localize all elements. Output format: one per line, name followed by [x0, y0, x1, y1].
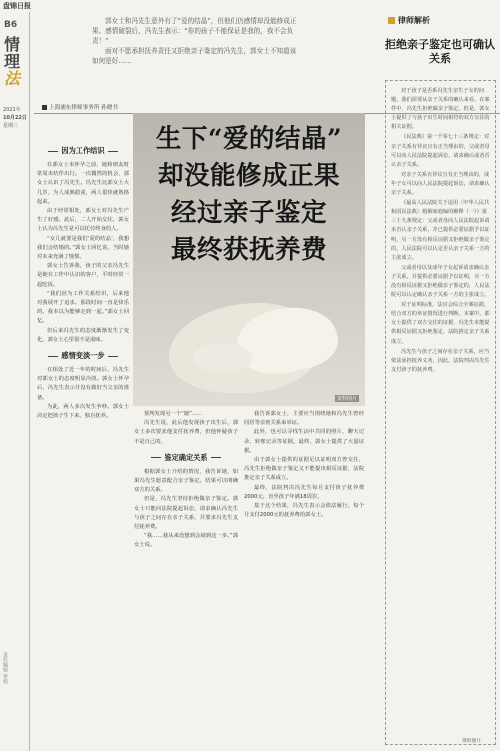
rule-icon	[211, 457, 221, 458]
article-paragraph: 在郭女士未怀孕之前，她和朋友时常周末结伴出行。一次偶然的机会，郭女士认识了冯先生。冯先生比郭女士大几岁，为人成熟稳重，两人很快就熟络起来。	[37, 162, 129, 205]
article-paragraph: 由于经常相处，郭女士对冯先生产生了好感。此后，二人开始交往，郭女士认为冯先生是可以托付终身的人。	[37, 208, 129, 233]
article-paragraph: 基于这个结果，冯先生表示会依法履行，每个月支付2000元的抚养费给郭女士。	[244, 503, 364, 519]
photo-credit: 资料图片	[462, 739, 482, 744]
subheading-text: 因为工作结识	[61, 146, 105, 155]
article-paragraph: “我们因为工作关系结识，后来他对我展开了追求。那段时间一直是快乐的，我本以为能够走到一起。”郭女士回忆。	[37, 290, 129, 325]
masthead	[0, 0, 500, 12]
date-line: 10月22日	[3, 115, 27, 121]
article-paragraph: 预判发现另一个“她”……	[144, 411, 203, 417]
headline	[133, 121, 365, 269]
headline-line: 生下“爱的结晶”	[155, 124, 343, 154]
section-mark-icon	[388, 17, 395, 24]
article-column-3	[244, 410, 364, 520]
article-paragraph: 根据郭女士介绍的情况，我告诉她，如果冯先生愿意配合亲子鉴定，结果可以明确双方的关系。	[134, 468, 238, 494]
intro-paragraph: 郭女士和冯先生意外有了“爱的结晶”，但他们仍感情却没能修成正果。感情破裂后，冯先生表示：“你的孩子不能保证是我的，我不会负责！”	[92, 17, 297, 45]
lawyer-analysis-box	[385, 80, 496, 745]
date-line: 星期三	[3, 123, 19, 129]
analysis-paragraph: 《最高人民法院关于适用〈中华人民共和国民法典〉婚姻家庭编的解释（一）》第三十九条规定：父或者母向人民法院起诉请求否认亲子关系，并已提供必要证据予以证明，另一方没有相反证据又拒绝做亲子鉴定的，人民法院可以认定否认亲子关系一方的主张成立。	[391, 200, 490, 261]
intro	[92, 16, 300, 66]
analysis-paragraph: 父或者母以及成年子女起诉请求确认亲子关系，并提供必要证据予以证明，另一方没有相反证据又拒绝做亲子鉴定的，人民法院可以认定确认亲子关系一方的主张成立。	[391, 264, 490, 299]
subheading	[134, 452, 238, 464]
article-column-1	[37, 140, 129, 421]
newspaper-logo: 盘锦日报	[3, 1, 31, 10]
section-char: 情	[4, 35, 21, 54]
section-title	[4, 36, 26, 87]
article-paragraph: 冯先生说，此后他发现孩子出生后，郭女士多次要求他支付抚养费，但他怀疑孩子不是自己的。	[134, 420, 238, 445]
article-paragraph: 为此，两人多次发生争吵。郭女士决定把孩子生下来，独自抚养。	[37, 403, 129, 420]
left-strip	[0, 12, 30, 751]
reporter-text: 上海浦东律师事务所 孙晓书	[49, 105, 118, 111]
article-paragraph: 郭女士告诉我，孩子的父亲冯先生是她在工作中认识的客户，平时经常一起吃饭。	[37, 263, 129, 288]
analysis-paragraph: 《民法典》第一千零七十三条规定：对亲子关系有异议且有正当理由的，父或者母可以向人民法院提起诉讼，请求确认或者否认亲子关系。	[391, 134, 490, 168]
subheading	[37, 145, 129, 157]
subheading-text: 鉴定确定关系	[164, 452, 208, 462]
analysis-paragraph: 冯先生与孩子之间存在亲子关系，应当依法承担抚养义务，因此，法院判决冯先生支付孩子的抚养费。	[391, 348, 490, 373]
square-bullet-icon	[42, 105, 47, 110]
article-column-2	[134, 410, 238, 551]
date-line: 2021年	[3, 107, 21, 113]
subheading-text: 感情变淡一步	[61, 351, 105, 361]
reporter-line	[42, 103, 118, 111]
right-section-label: 律师解析	[398, 16, 430, 25]
section-char: 理	[4, 52, 21, 71]
article-paragraph: 由于郭女士提供的证据足以证明双方曾交往，冯先生拒绝做亲子鉴定又不能提出相反证据，法院推定亲子关系成立。	[244, 457, 364, 482]
article-paragraph: 我告诉郭女士，主要应当围绕她和冯先生曾经同居等亲密关系来举证。	[244, 411, 364, 427]
article-paragraph: “我……我从来没想到会闹到这一步。”郭女士说。	[134, 533, 238, 549]
analysis-paragraph: 对亲子关系有异议且有正当理由的，成年子女可以向人民法院提起诉讼，请求确认亲子关系。	[391, 171, 490, 197]
analysis-paragraph: 对于证明标准，法官会综合全案证据，结合双方的举证情况进行判断。本案中，郭女士提供了双方交往的证据，冯先生未能提供相反证据又拒绝鉴定，法院推定亲子关系成立。	[391, 302, 490, 345]
rule-icon	[108, 356, 118, 357]
rule-icon	[48, 151, 58, 152]
article-paragraph: 最终，法院判决冯先生每月支付孩子抚养费2000元，直至孩子年满18周岁。	[244, 484, 364, 500]
headline-line: 却没能修成正果	[157, 161, 340, 191]
headline-line: 最终获抚养费	[170, 235, 327, 265]
hero-image	[133, 113, 365, 406]
article-paragraph: 在相处了近一年的时间后，冯先生对郭女士的态度明显冷淡。郭女士怀孕后，冯先生表示并没有做好当父亲的准备。	[37, 367, 129, 401]
analysis-paragraph: 对于孩子是否系冯先生亲生子女的问题，我们需要从亲子关系的确认来看。在案件中，冯先生拒绝做亲子鉴定，但是，郭女士提供了与孩子出生时间相符的双方交往的相关证据。	[391, 88, 490, 131]
hand-shape	[193, 343, 253, 373]
right-article-title: 拒绝亲子鉴定也可确认关系	[385, 38, 495, 65]
right-section-header	[388, 14, 498, 28]
article-paragraph: 但是，冯先生坚持拒绝做亲子鉴定。郭女士只能向法院提起诉讼，请求确认冯先生与孩子之间存在亲子关系，并要求冯先生支付抚养费。	[134, 496, 238, 531]
rule-icon	[108, 151, 118, 152]
intro-paragraph: 面对不愿承担抚养责任又拒绝亲子鉴定的冯先生，郭女士不知道该如何是好……	[92, 47, 297, 65]
rule-icon	[48, 356, 58, 357]
subheading	[37, 350, 129, 362]
side-vertical-text: 责任编辑 审校	[2, 652, 8, 684]
article-paragraph: 此外，也可以寻找生活中共同的照片、聊天记录、转账记录等证据。最终，郭女士提供了大量证据。	[244, 429, 364, 454]
issue-date	[3, 106, 29, 130]
article-paragraph: “女儿就要是我们‘爱的结晶’，我想我们会结婚的。”郭女士回忆说，当时她对未来充满了憧憬。	[37, 235, 129, 261]
headline-line: 经过亲子鉴定	[170, 198, 327, 228]
photo-credit: 资料图片	[336, 396, 357, 402]
section-char: 法	[4, 69, 21, 88]
rule-icon	[151, 457, 161, 458]
page-number: B6	[4, 20, 18, 30]
article-paragraph: 但后来冯先生的态度渐渐发生了变化，郭女士心里很不是滋味。	[37, 327, 129, 343]
